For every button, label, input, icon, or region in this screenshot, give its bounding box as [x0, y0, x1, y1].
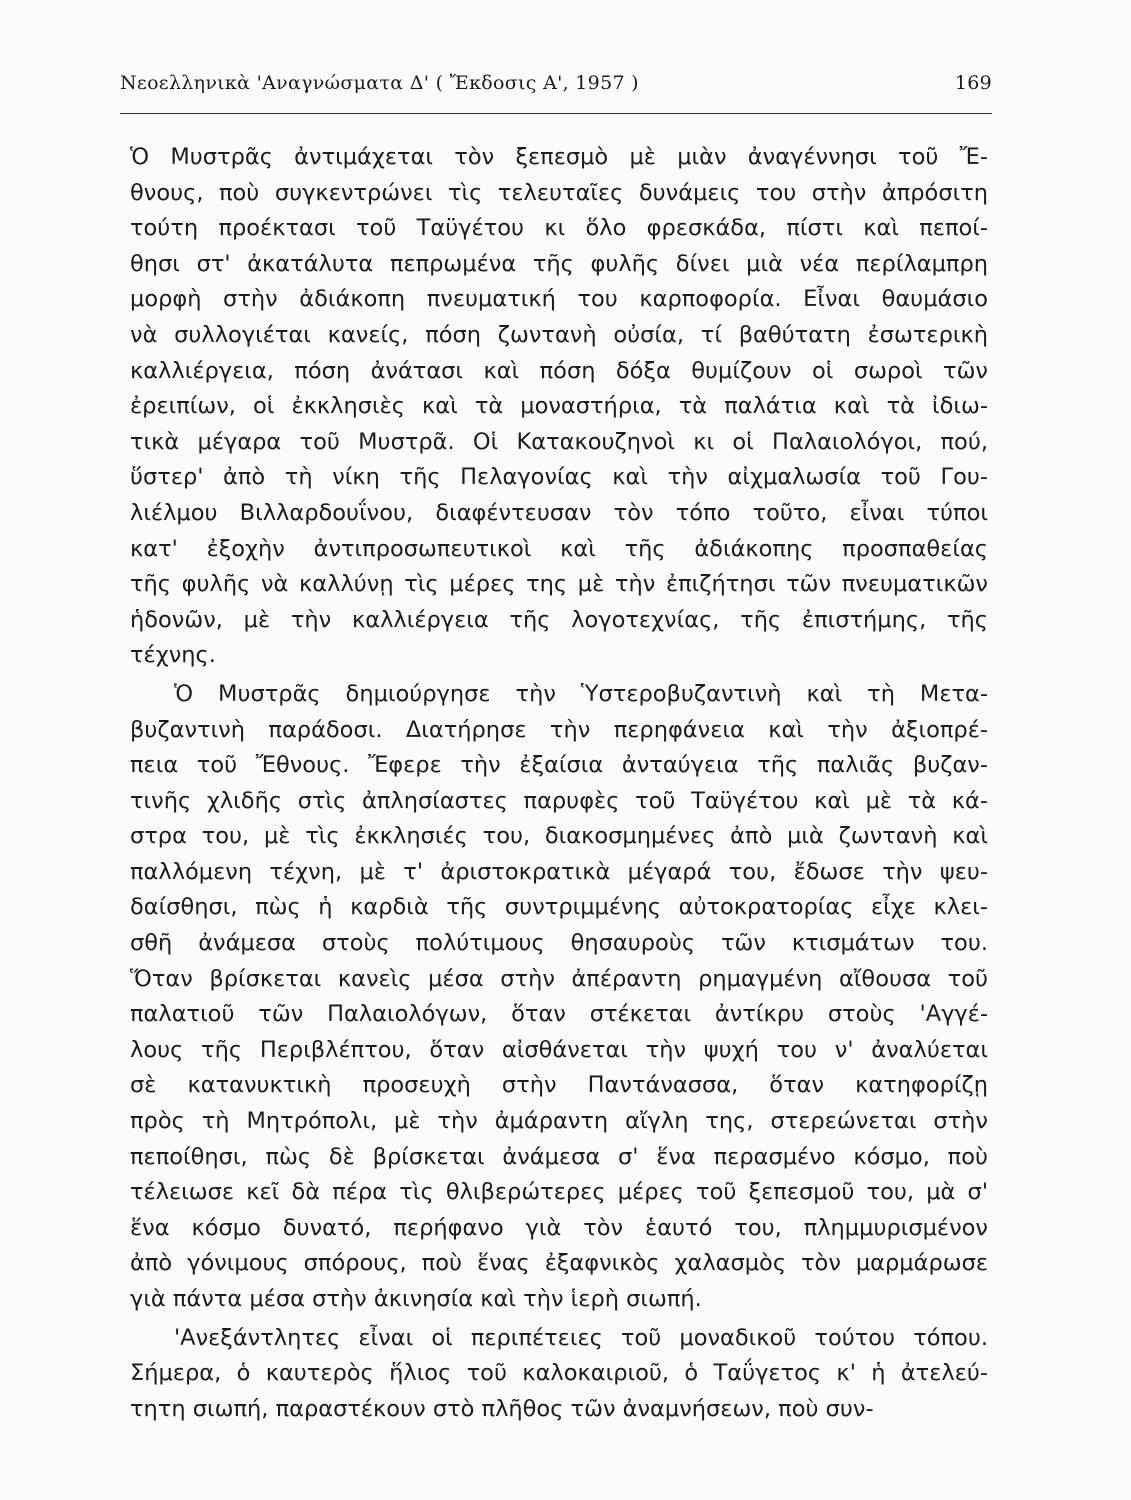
text-line: Ὅταν βρίσκεται κανεὶς μέσα στὴν ἀπέραντη ρημαγμένη αἴθουσα τοῦ [130, 965, 988, 992]
text-line: πρὸς τὴ Μητρόπολι, μὲ τὴν ἀμάραντη αἴγλη της, στερεώνεται στὴν [130, 1108, 988, 1135]
text-line: στρα του, μὲ τὶς ἐκκλησιές του, διακοσμημένες ἀπὸ μιὰ ζωντανὴ καὶ [130, 823, 988, 850]
text-line: δαίσθησι, πὼς ἡ καρδιὰ τῆς συντριμμένης αὐτοκρατορίας εἶχε κλει- [130, 894, 988, 921]
text-line: νὰ συλλογιέται κανείς, πόση ζωντανὴ οὐσία, τί βαθύτατη ἐσωτερικὴ [130, 321, 988, 348]
text-line: γιὰ πάντα μέσα στὴν ἀκινησία καὶ τὴν ἱερὴ σιωπή. [130, 1286, 702, 1312]
text-line: Ὁ Μυστρᾶς ἀντιμάχεται τὸν ξεπεσμὸ μὲ μιὰν ἀναγέννησι τοῦ Ἔ- [130, 144, 988, 170]
text-line: παλατιοῦ τῶν Παλαιολόγων, ὅταν στέκεται ἀντίκρυ στοὺς 'Αγγέ- [130, 1001, 988, 1028]
body-text [130, 140, 988, 1427]
text-line: τικὰ μέγαρα τοῦ Μυστρᾶ. Οἱ Κατακουζηνοὶ κι οἱ Παλαιολόγοι, πού, [130, 428, 988, 455]
text-line: κατ' ἐξοχὴν ἀντιπροσωπευτικοὶ καὶ τῆς ἀδιάκοπης προσπαθείας [130, 535, 988, 562]
text-line: Ὁ Μυστρᾶς δημιούργησε τὴν Ὑστεροβυζαντινὴ καὶ τὴ Μετα- [174, 680, 988, 707]
text-line: τέλειωσε κεῖ δὰ πέρα τὶς θλιβερώτερες μέρες τοῦ ξεπεσμοῦ του, μὰ σ' [130, 1179, 988, 1206]
text-line: παλλόμενη τέχνη, μὲ τ' ἀριστοκρατικὰ μέγαρά του, ἔδωσε τὴν ψευ- [130, 858, 988, 885]
running-head [120, 72, 992, 98]
text-line: ἐρειπίων, οἱ ἐκκλησιὲς καὶ τὰ μοναστήρια, τὰ παλάτια καὶ τὰ ἰδιω- [130, 393, 988, 420]
header-rule [120, 113, 992, 114]
text-line: Σήμερα, ὁ καυτερὸς ἥλιος τοῦ καλοκαιριοῦ, ὁ Ταΰγετος κ' ἡ ἀτελεύ- [130, 1360, 988, 1387]
text-line: τῆς φυλῆς νὰ καλλύνῃ τὶς μέρες της μὲ τὴν ἐπιζήτησι τῶν πνευματικῶν [130, 571, 988, 598]
text-line: λους τῆς Περιβλέπτου, ὅταν αἰσθάνεται τὴν ψυχή του ν' ἀναλύεται [130, 1036, 988, 1063]
text-line: λιέλμου Βιλλαρδουΐνου, διαφέντευσαν τὸν τόπο τοῦτο, εἶναι τύποι [130, 499, 988, 526]
text-line: πεποίθησι, πὼς δὲ βρίσκεται ἀνάμεσα σ' ἕνα περασμένο κόσμο, ποὺ [130, 1143, 988, 1170]
text-line: ἡδονῶν, μὲ τὴν καλλιέργεια τῆς λογοτεχνίας, τῆς ἐπιστήμης, τῆς [130, 606, 988, 633]
text-line: τέχνης. [130, 642, 216, 669]
text-line: ὕστερ' ἀπὸ τὴ νίκη τῆς Πελαγονίας καὶ τὴν αἰχμαλωσία τοῦ Γου- [130, 464, 988, 491]
text-line: βυζαντινὴ παράδοσι. Διατήρησε τὴν περηφάνεια καὶ τὴν ἀξιοπρέ- [130, 716, 988, 743]
text-line: τητη σιωπή, παραστέκουν στὸ πλῆθος τῶν ἀναμνήσεων, ποὺ συν- [130, 1395, 874, 1422]
text-line: τινῆς χλιδῆς στὶς ἀπλησίαστες παρυφὲς τοῦ Ταϋγέτου καὶ μὲ τὰ κά- [130, 787, 988, 814]
text-line: θνους, ποὺ συγκεντρώνει τὶς τελευταῖες δυνάμεις του στὴν ἀπρόσιτη [130, 179, 988, 206]
text-line: 'Ανεξάντλητες εἶναι οἱ περιπέτειες τοῦ μοναδικοῦ τούτου τόπου. [174, 1324, 988, 1351]
text-line: θησι στ' ἀκατάλυτα πεπρωμένα τῆς φυλῆς δίνει μιὰ νέα περίλαμπρη [130, 250, 988, 277]
running-head-title: Νεοελληνικὰ 'Αναγνώσματα Δ' ( Ἔκδοσις Α', 1957 ) [120, 72, 639, 94]
text-line: μορφὴ στὴν ἀδιάκοπη πνευματική του καρποφορία. Εἶναι θαυμάσιο [130, 286, 988, 313]
text-line: πεια τοῦ Ἔθνους. Ἔφερε τὴν ἐξαίσια ἀνταύγεια τῆς παλιᾶς βυζαν- [130, 752, 988, 779]
text-line: τούτη προέκτασι τοῦ Ταϋγέτου κι ὅλο φρεσκάδα, πίστι καὶ πεποί- [130, 215, 988, 242]
text-line: ἀπὸ γόνιμους σπόρους, ποὺ ἕνας ἐξαφνικὸς χαλασμὸς τὸν μαρμάρωσε [130, 1250, 988, 1277]
text-line: ἕνα κόσμο δυνατό, περήφανο γιὰ τὸν ἑαυτό του, πλημμυρισμένον [130, 1214, 988, 1241]
text-line: καλλιέργεια, πόση ἀνάτασι καὶ πόση δόξα θυμίζουν οἱ σωροὶ τῶν [130, 357, 988, 384]
page-number: 169 [954, 72, 992, 94]
text-line: σθῆ ἀνάμεσα στοὺς πολύτιμους θησαυροὺς τῶν κτισμάτων του. [130, 930, 988, 957]
text-line: σὲ κατανυκτικὴ προσευχὴ στὴν Παντάνασσα, ὅταν κατηφορίζῃ [130, 1072, 988, 1099]
